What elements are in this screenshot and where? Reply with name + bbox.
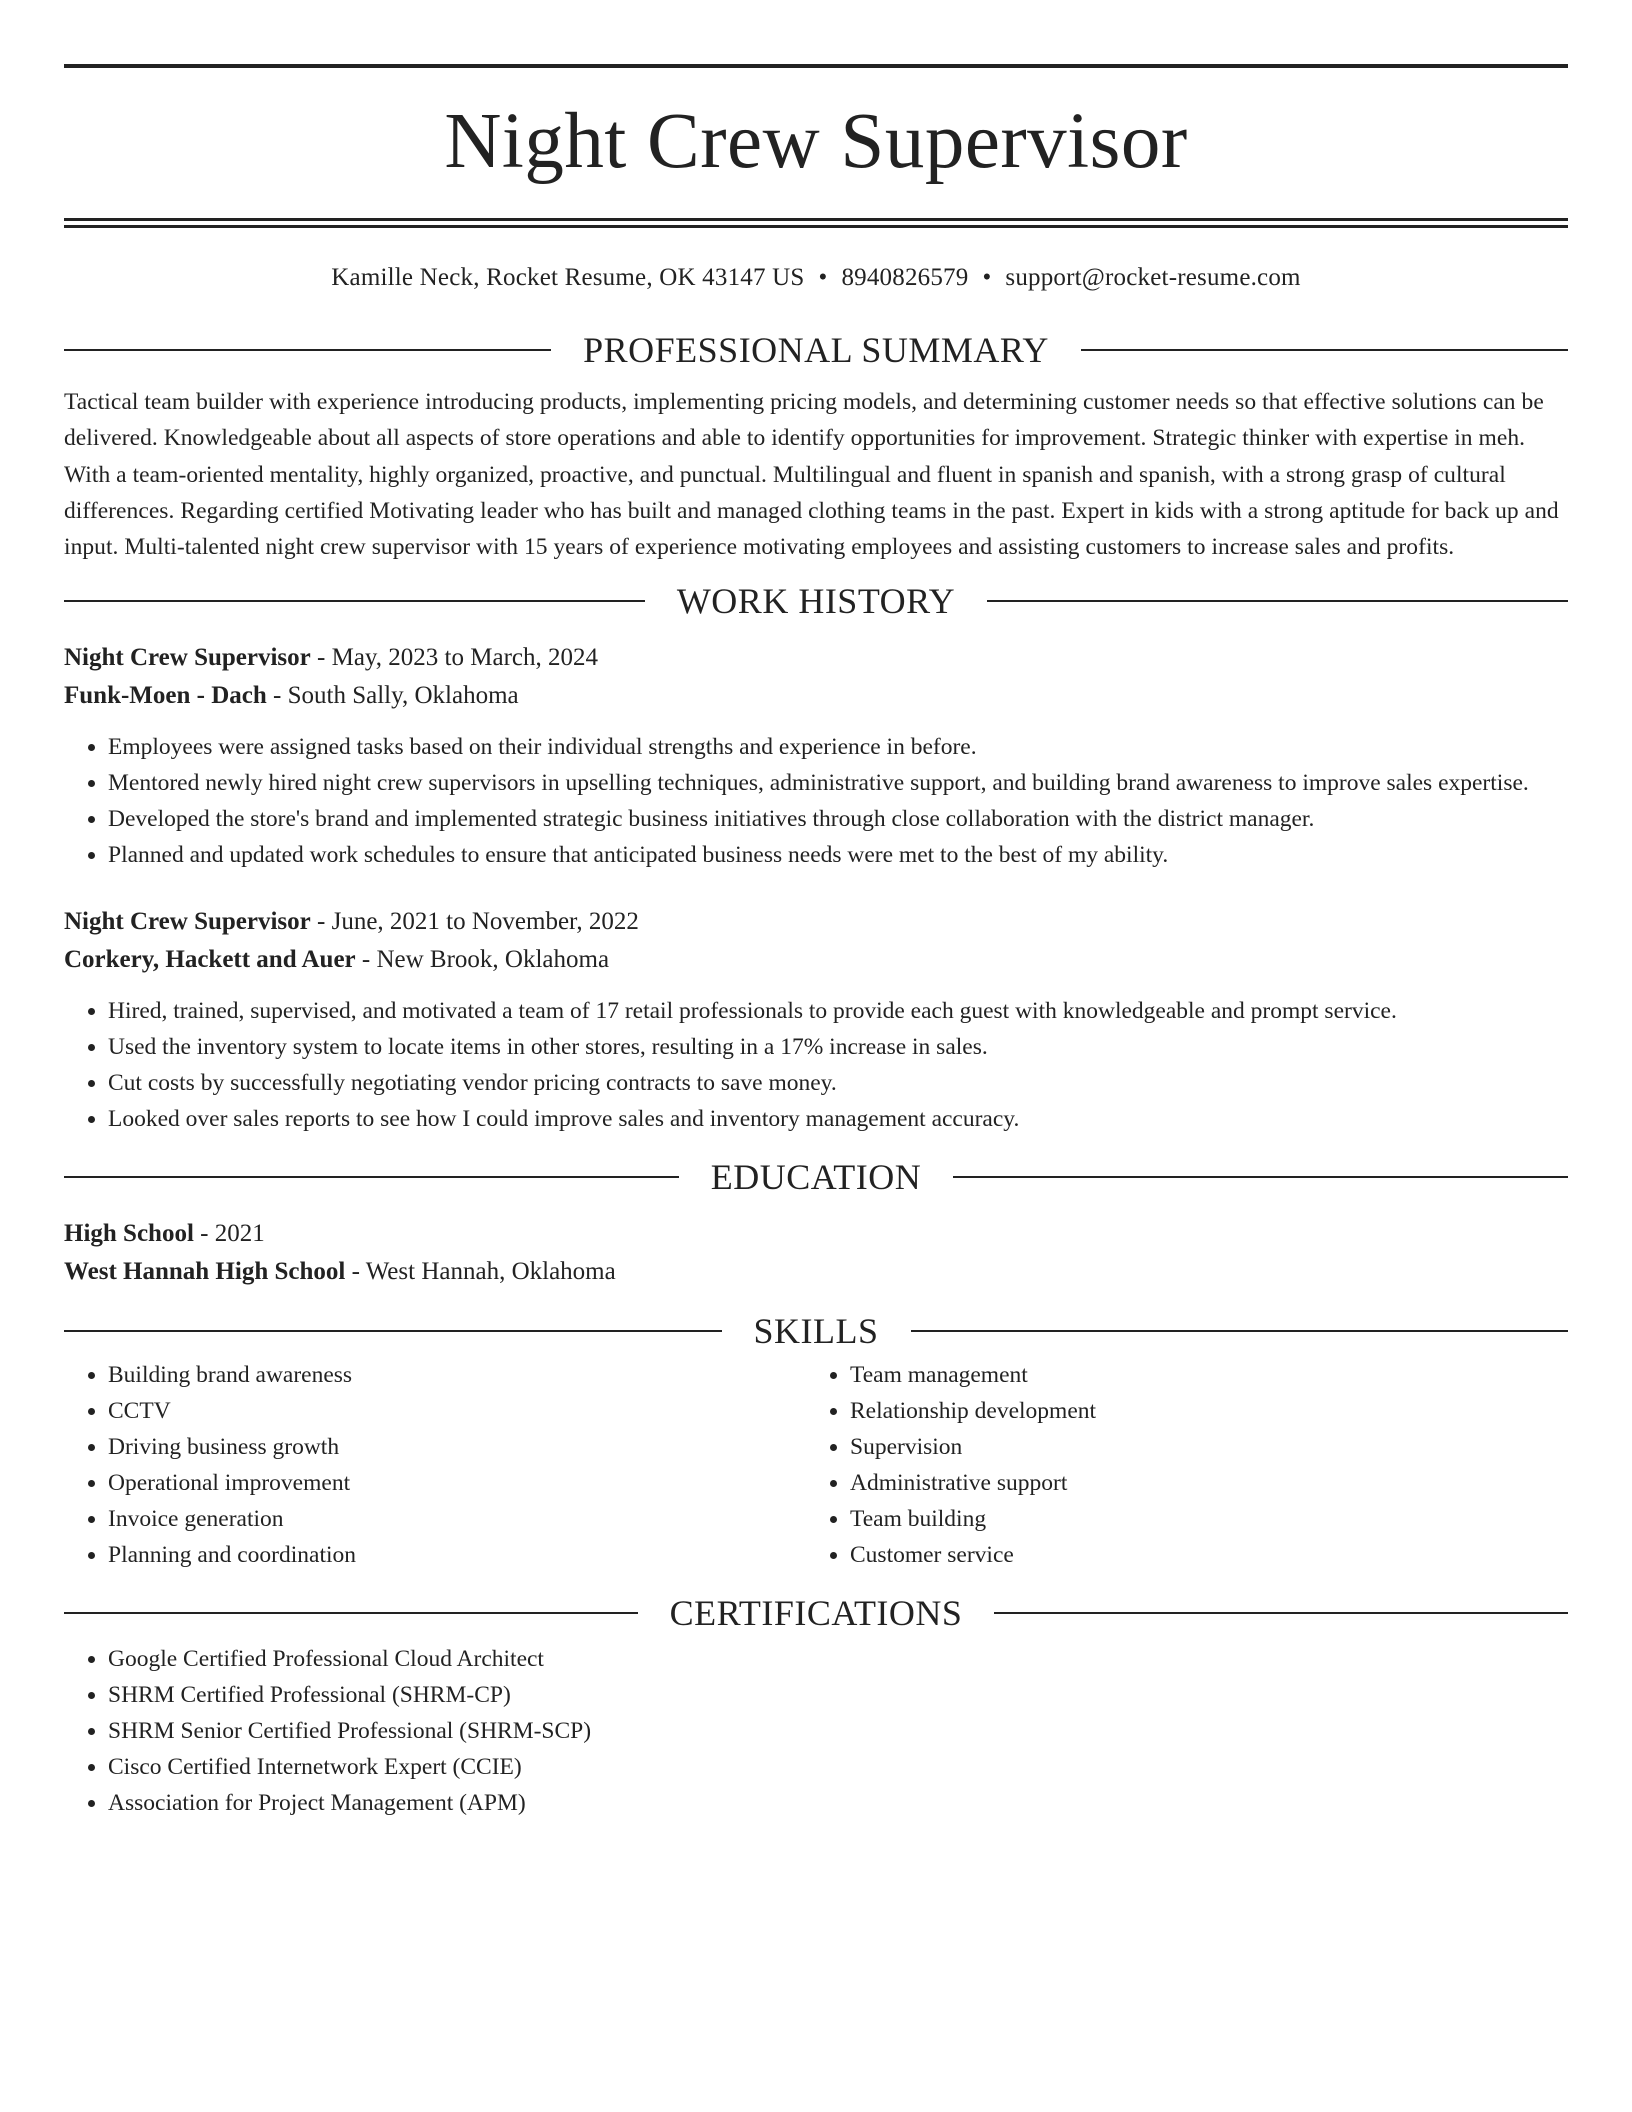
list-item: • CCTV [108, 1393, 806, 1429]
heading-rule [953, 1176, 1568, 1178]
section-heading-education [64, 1155, 1568, 1199]
job-bullets [64, 993, 1568, 1137]
contact-line [64, 262, 1568, 294]
job-company-line [64, 677, 1568, 715]
resume-page [64, 0, 1568, 1821]
education-year: - 2021 [193, 1220, 265, 1248]
list-item: • Mentored newly hired night crew supervisors in upselling techniques, administrative support, and building brand awareness to improve sales expertise. [108, 765, 1568, 801]
list-item: • SHRM Senior Certified Professional (SHRM-SCP) [108, 1713, 1568, 1749]
list-item: • Supervision [850, 1429, 1548, 1465]
section-title-work: WORK HISTORY [676, 581, 956, 622]
job-role: Night Crew Supervisor [64, 908, 311, 936]
education-degree-line [64, 1215, 1568, 1253]
list-item: • Looked over sales reports to see how I could improve sales and inventory management accuracy. [108, 1101, 1568, 1137]
list-item: • Customer service [850, 1537, 1548, 1573]
list-item: • Team management [850, 1357, 1548, 1393]
job-entry [64, 639, 1568, 873]
heading-rule [1081, 349, 1568, 351]
job-title-line [64, 903, 1568, 941]
skills-column-left [64, 1357, 806, 1573]
section-heading-summary [64, 328, 1568, 372]
list-item: • Association for Project Management (APM) [108, 1785, 1568, 1821]
heading-rule [64, 1176, 679, 1178]
summary-paragraph: Tactical team builder with experience introducing products, implementing pricing models, and determining customer needs so that effective solutions can be delivered. Knowledgeable about all aspects of store operations and able to identify opportunities for improvement. Strategic thinker with expertise in meh. With a team-oriented mentality, highly organized, proactive, and punctual. Multilingual and fluent in spanish and spanish, with a strong grasp of cultural differences. Regarding certified Motivating leader who has built and managed clothing teams in the past. Expert in kids with a strong aptitude for back up and input. Multi-talented night crew supervisor with 15 years of experience motivating employees and assisting customers to increase sales and profits. [64, 389, 1559, 561]
section-title-certifications: CERTIFICATIONS [669, 1593, 963, 1634]
education-degree: High School [64, 1220, 194, 1248]
list-item: • Hired, trained, supervised, and motivated a team of 17 retail professionals to provide each guest with knowledgeable and prompt service. [108, 993, 1568, 1029]
section-title-skills: SKILLS [753, 1311, 879, 1352]
section-heading-skills [64, 1309, 1568, 1353]
list-item: • Used the inventory system to locate items in other stores, resulting in a 17% increase in sales. [108, 1029, 1568, 1065]
list-item: • SHRM Certified Professional (SHRM-CP) [108, 1677, 1568, 1713]
heading-rule [64, 600, 645, 602]
heading-rule [987, 600, 1568, 602]
list-item: • Operational improvement [108, 1465, 806, 1501]
job-entry [64, 903, 1568, 1137]
heading-rule [64, 1330, 722, 1332]
list-item: • Invoice generation [108, 1501, 806, 1537]
certifications-list [64, 1641, 1568, 1821]
skills-list [64, 1357, 806, 1573]
education-school: West Hannah High School [64, 1258, 346, 1286]
list-item: • Team building [850, 1501, 1548, 1537]
contact-separator: • [982, 264, 992, 291]
skills-columns [64, 1357, 1568, 1573]
job-company: Funk-Moen - Dach [64, 682, 267, 710]
education-location: - West Hannah, Oklahoma [345, 1258, 616, 1286]
list-item: • Planned and updated work schedules to ensure that anticipated business needs were met to the best of my ability. [108, 837, 1568, 873]
job-title-line [64, 639, 1568, 677]
job-dates: - May, 2023 to March, 2024 [310, 644, 598, 672]
job-role: Night Crew Supervisor [64, 644, 311, 672]
education-entry [64, 1215, 1568, 1291]
job-company-line [64, 941, 1568, 979]
job-location: - South Sally, Oklahoma [266, 682, 519, 710]
education-school-line [64, 1253, 1568, 1291]
heading-rule [64, 349, 551, 351]
skills-list [806, 1357, 1548, 1573]
list-item: • Developed the store's brand and implemented strategic business initiatives through close collaboration with the district manager. [108, 801, 1568, 837]
contact-address: Kamille Neck, Rocket Resume, OK 43147 US [331, 264, 805, 291]
job-bullets [64, 729, 1568, 873]
contact-separator: • [818, 264, 828, 291]
section-title-education: EDUCATION [710, 1157, 922, 1198]
page-title: Night Crew Supervisor [444, 98, 1188, 185]
skills-column-right [806, 1357, 1548, 1573]
section-heading-work [64, 579, 1568, 623]
list-item: • Google Certified Professional Cloud Architect [108, 1641, 1568, 1677]
list-item: • Cisco Certified Internetwork Expert (CCIE) [108, 1749, 1568, 1785]
list-item: • Driving business growth [108, 1429, 806, 1465]
top-rule [64, 64, 1568, 68]
section-title-summary: PROFESSIONAL SUMMARY [583, 330, 1049, 370]
list-item: • Relationship development [850, 1393, 1548, 1429]
list-item: • Employees were assigned tasks based on their individual strengths and experience in before. [108, 729, 1568, 765]
list-item: • Building brand awareness [108, 1357, 806, 1393]
heading-rule [994, 1612, 1568, 1614]
heading-rule [64, 1612, 638, 1614]
job-company: Corkery, Hackett and Auer [64, 946, 356, 974]
list-item: • Administrative support [850, 1465, 1548, 1501]
job-dates: - June, 2021 to November, 2022 [310, 908, 639, 936]
contact-email: support@rocket-resume.com [1005, 264, 1301, 291]
job-location: - New Brook, Oklahoma [355, 946, 610, 974]
list-item: • Planning and coordination [108, 1537, 806, 1573]
section-heading-certifications [64, 1591, 1568, 1635]
contact-phone: 8940826579 [841, 264, 969, 291]
heading-rule [911, 1330, 1569, 1332]
list-item: • Cut costs by successfully negotiating vendor pricing contracts to save money. [108, 1065, 1568, 1101]
title-double-rule [64, 218, 1568, 228]
